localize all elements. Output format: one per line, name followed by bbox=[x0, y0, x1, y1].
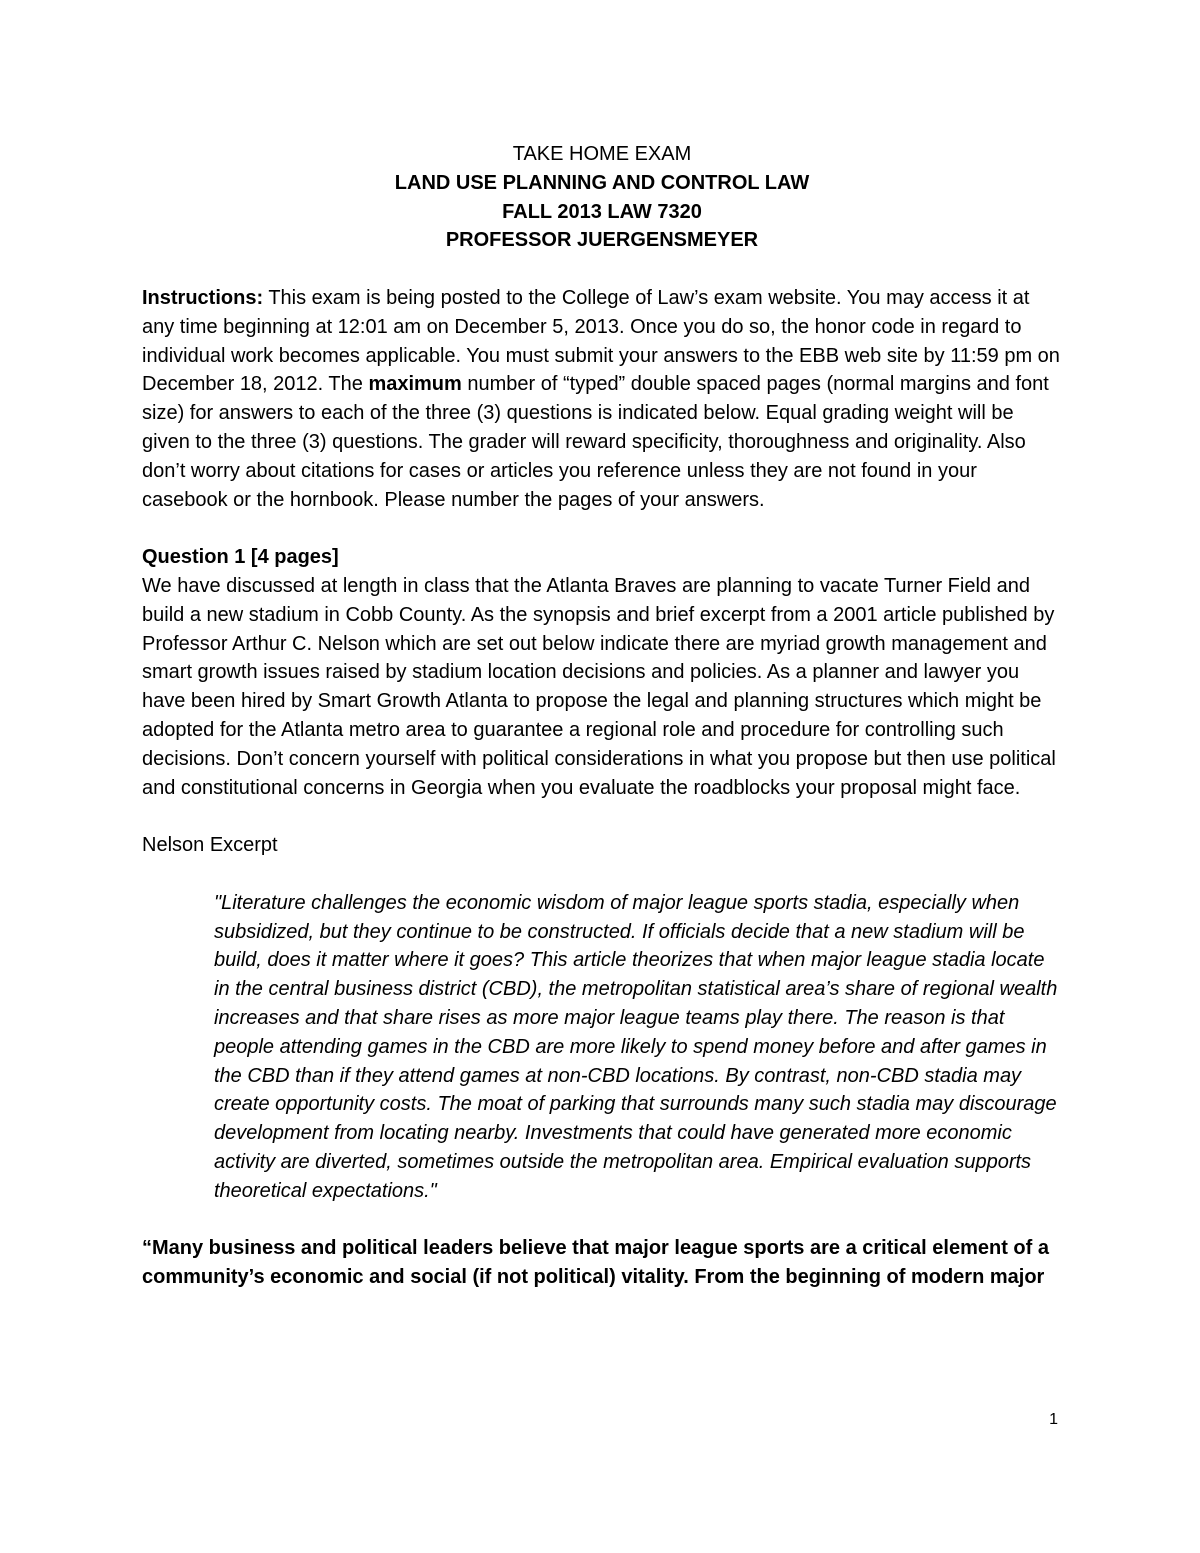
question-1-heading: Question 1 [4 pages] bbox=[142, 546, 339, 569]
instructions-text-part1: This exam is being posted to the College of Law’s exam website. You may access it at any time beginning at 12:01 am on December 5, 2013. Once you do so, the honor code in regard to individual work becomes applicable. You must submit your answers to the EBB web site by 11:59 pm on December 18, 2012. The bbox=[142, 286, 1060, 396]
excerpt-heading: Nelson Excerpt bbox=[142, 834, 278, 857]
question-1-body: We have discussed at length in class that the Atlanta Braves are planning to vacate Turner Field and build a new stadium in Cobb County. As the synopsis and brief excerpt from a 2001 article published by Professor Arthur C. Nelson which are set out below indicate there are myriad growth management and smart growth issues raised by stadium location decisions and policies. As a planner and lawyer you have been hired by Smart Growth Atlanta to propose the legal and planning structures which might be adopted for the Atlanta metro area to guarantee a regional role and procedure for controlling such decisions. Don’t concern yourself with political considerations in what you propose but then use political and constitutional concerns in Georgia when you evaluate the roadblocks your proposal might face. bbox=[142, 574, 1056, 799]
instructions-text-part2: number of “typed” double spaced pages (normal margins and font size) for answers to each of the three (3) questions is indicated below. Equal grading weight will be given to the three (3) questions. The grader will reward specificity, thoroughness and originality. Also don’t worry about citations for cases or articles you reference unless they are not found in your casebook or the hornbook. Please number the pages of your answers. bbox=[142, 373, 1049, 511]
excerpt-continuation: “Many business and political leaders believe that major league sports are a critical element of a community’s economic and social (if not political) vitality. From the beginning of modern major bbox=[142, 1237, 1049, 1289]
professor-name: PROFESSOR JUERGENSMEYER bbox=[445, 229, 759, 252]
instructions-label: Instructions: bbox=[142, 286, 264, 309]
exam-header bbox=[142, 140, 1062, 255]
excerpt-blockquote: "Literature challenges the economic wisdom of major league sports stadia, especially when subsidized, but they continue to be constructed. If officials decide that a new stadium will be build, does it matter where it goes? This article theorizes that when major league stadia locate in the central business district (CBD), the metropolitan statistical area’s share of regional wealth increases and that share rises as more major league teams play there. The reason is that people attending games in the CBD are more likely to spend money before and after games in the CBD than if they attend games at non-CBD locations. By contrast, non-CBD stadia may create opportunity costs. The moat of parking that surrounds many such stadia may discourage development from locating nearby. Investments that could have generated more economic activity are diverted, sometimes outside the metropolitan area. Empirical evaluation supports theoretical expectations." bbox=[214, 891, 1058, 1202]
document-content bbox=[142, 140, 1062, 1292]
exam-title: TAKE HOME EXAM bbox=[512, 143, 692, 165]
instructions-paragraph bbox=[142, 284, 1062, 514]
course-title: LAND USE PLANNING AND CONTROL LAW bbox=[394, 171, 810, 194]
term-and-course-number: FALL 2013 LAW 7320 bbox=[502, 200, 702, 223]
instructions-emphasis: maximum bbox=[368, 373, 462, 396]
page-number: 1 bbox=[1049, 1411, 1058, 1428]
